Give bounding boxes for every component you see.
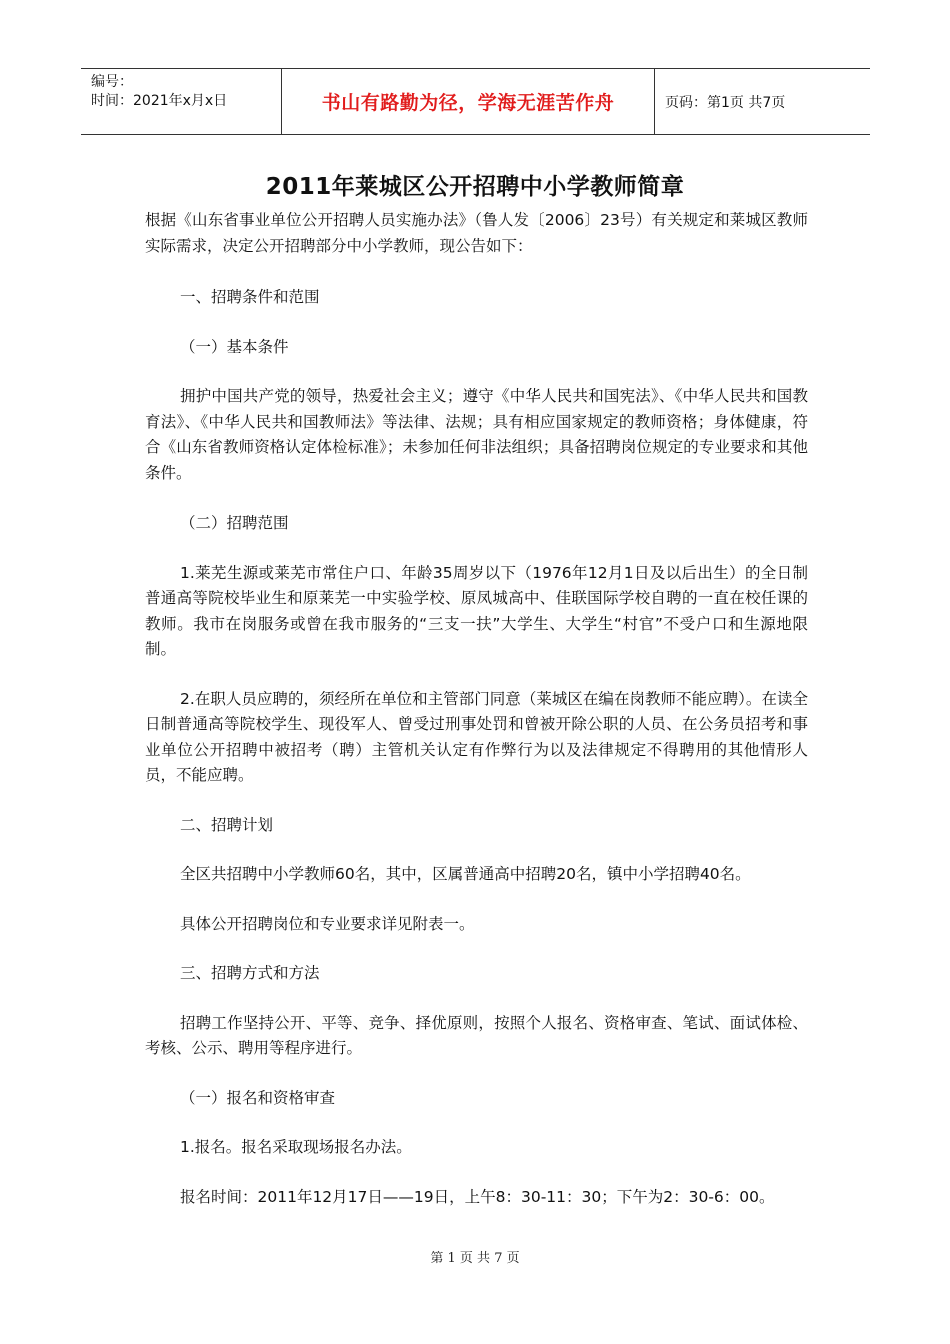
header-table [81,68,870,135]
header-page-info: 页码：第1页 共7页 [665,94,786,111]
intro-paragraph: 根据《山东省事业单位公开招聘人员实施办法》（鲁人发〔2006〕23号）有关规定和莱城区教师实际需求，决定公开招聘部分中小学教师，现公告如下： [145,211,808,255]
body-paragraph: 2.在职人员应聘的，须经所在单位和主管部门同意（莱城区在编在岗教师不能应聘）。在读全日制普通高等院校学生、现役军人、曾受过刑事处罚和曾被开除公职的人员、在公务员招考和事业单位公开招聘中被招考（聘）主管机关认定有作弊行为以及法律规定不得聘用的其他情形人员，不能应聘。 [145,689,808,784]
body-paragraph: 报名时间：2011年12月17日——19日，上午8：30-11：30；下午为2：30-6：00。 [180,1187,775,1206]
document-title: 2011年莱城区公开招聘中小学教师简章 [265,174,685,200]
section-heading: 二、招聘计划 [180,815,274,834]
subsection-heading: （二）招聘范围 [180,514,289,532]
subsection-heading: （一）基本条件 [180,337,289,356]
body-paragraph: 1.莱芜生源或莱芜市常住户口、年龄35周岁以下（1976年12月1日及以后出生）的全日制普通高等院校毕业生和原莱芜一中实验学校、原凤城高中、佳联国际学校自聘的一直在校任课的教师。我市在岗服务或曾在我市服务的“三支一扶”大学生、大学生“村官”不受户口和生源地限制。 [145,563,808,658]
footer-page-number: 第 1 页 共 7 页 [430,1251,520,1266]
body-paragraph: 具体公开招聘岗位和专业要求详见附表一。 [180,914,475,933]
document-time-label: 时间：2021年x月x日 [91,93,228,109]
subsection-heading: （一）报名和资格审查 [180,1088,336,1107]
document-body [145,208,808,1210]
body-paragraph: 全区共招聘中小学教师60名，其中，区属普通高中招聘20名，镇中小学招聘40名。 [180,865,751,883]
header-motto: 书山有路勤为径，学海无涯苦作舟 [282,69,655,134]
body-paragraph: 招聘工作坚持公开、平等、竞争、择优原则，按照个人报名、资格审查、笔试、面试体检、考核、公示、聘用等程序进行。 [145,1013,808,1057]
header-meta-cell [81,69,282,134]
body-paragraph: 1.报名。报名采取现场报名办法。 [180,1138,412,1156]
body-paragraph: 拥护中国共产党的领导，热爱社会主义；遵守《中华人民共和国宪法》、《中华人民共和国教育法》、《中华人民共和国教师法》等法律、法规；具有相应国家规定的教师资格；身体健康，符合《山东省教师资格认定体检标准》；未参加任何非法组织；具备招聘岗位规定的专业要求和其他条件。 [145,387,808,482]
document-number-label: 编号： [91,74,133,90]
section-heading: 一、招聘条件和范围 [180,288,320,306]
section-heading: 三、招聘方式和方法 [180,964,320,982]
